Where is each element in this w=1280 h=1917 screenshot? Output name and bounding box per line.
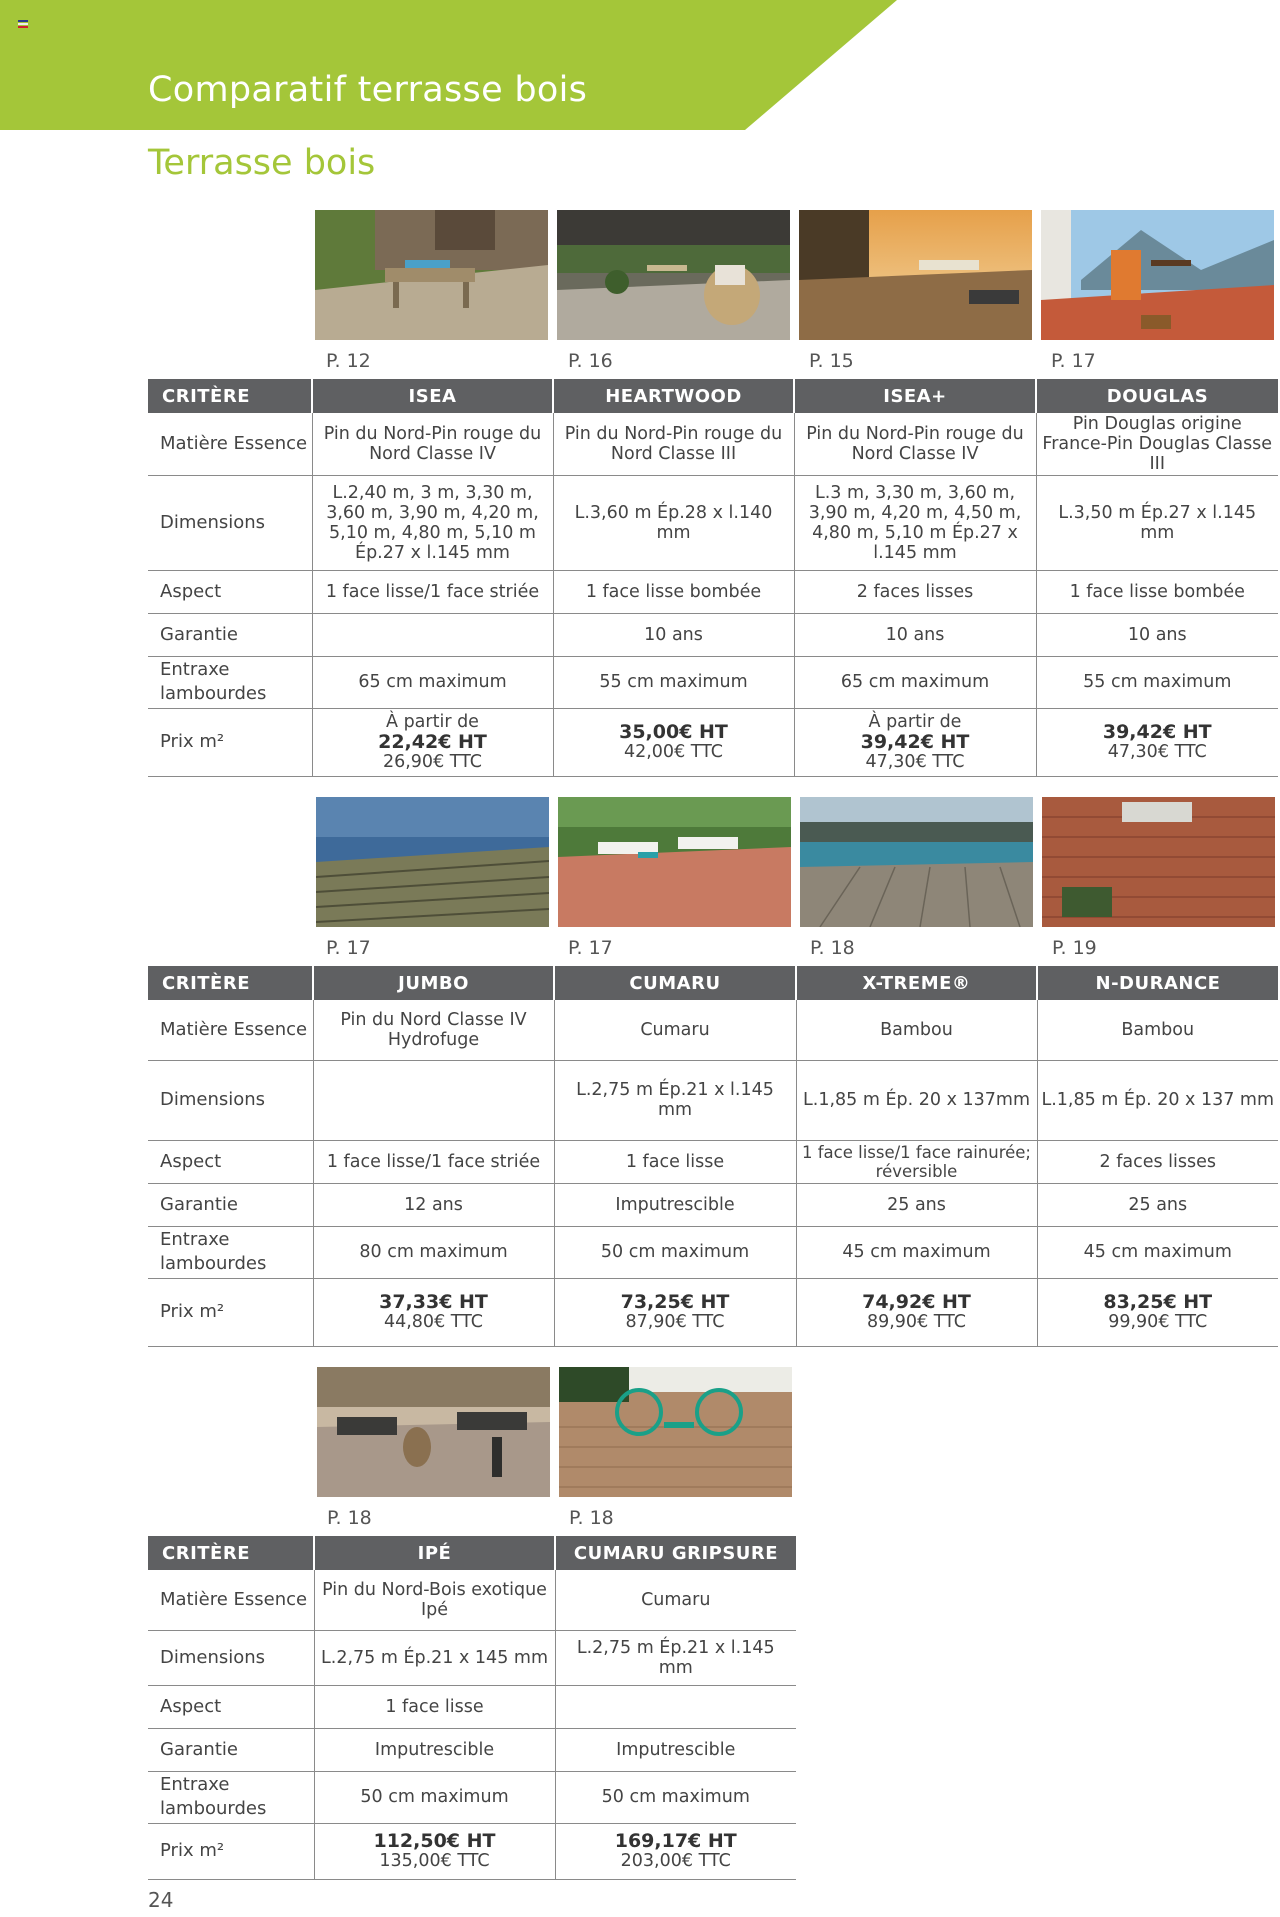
cell-dimensions: L.2,75 m Ép.21 x 145 mm [314,1630,555,1685]
cell-prix [554,1278,796,1346]
cell-aspect [555,1685,796,1728]
price-prefix: À partir de [868,712,962,732]
product-name-isea-plus: ISEA+ [794,379,1036,413]
cell-entraxe: 55 cm maximum [1036,656,1278,708]
price-ttc: 47,30€ TTC [865,752,965,772]
header-banner [0,0,900,130]
cell-prix [553,708,794,776]
cell-prix [1036,708,1278,776]
price-ttc: 89,90€ TTC [866,1312,967,1332]
cell-aspect: 1 face lisse [314,1685,555,1728]
price-ht: 73,25€ HT [620,1291,730,1313]
row-label-aspect: Aspect [148,570,312,613]
product-name-xtreme: X-TREME® [796,966,1037,1000]
cell-garantie: 10 ans [553,613,794,656]
price-ht: 39,42€ HT [860,731,970,753]
page-ref-xtreme: P. 18 [810,937,855,959]
cell-entraxe: 55 cm maximum [553,656,794,708]
cell-matiere: Cumaru [555,1570,796,1630]
flag-icon [18,20,28,27]
product-name-cumaru-gripsure: CUMARU GRIPSURE [555,1536,796,1570]
page-ref-isea: P. 12 [326,350,371,372]
cell-entraxe: 50 cm maximum [554,1226,796,1278]
page-ref-cumaru: P. 17 [568,937,613,959]
cell-garantie: Imputrescible [314,1728,555,1771]
cell-aspect: 1 face lisse/1 face striée [313,1140,554,1183]
cell-garantie: 12 ans [313,1183,554,1226]
cell-matiere: Pin du Nord-Pin rouge du Nord Classe III [553,413,794,475]
price-ttc: 135,00€ TTC [379,1851,490,1871]
row-label-prix: Prix m² [148,708,312,776]
cell-entraxe: 45 cm maximum [796,1226,1037,1278]
price-ttc: 42,00€ TTC [623,742,724,762]
row-label-garantie: Garantie [148,613,312,656]
cell-matiere: Pin du Nord-Bois exotique Ipé [314,1570,555,1630]
cell-matiere: Pin du Nord-Pin rouge du Nord Classe IV [312,413,553,475]
page-ref-douglas: P. 17 [1051,350,1096,372]
cell-dimensions: L.1,85 m Ép. 20 x 137 mm [1037,1060,1278,1140]
row-label-aspect: Aspect [148,1685,314,1728]
price-ttc: 203,00€ TTC [620,1851,731,1871]
green-banner-shape [0,0,900,130]
row-label-aspect: Aspect [148,1140,313,1183]
product-name-isea: ISEA [312,379,553,413]
loungers-deck-photo [558,797,791,927]
green-chairs-deck-photo [559,1367,792,1497]
cell-dimensions: L.3,60 m Ép.28 x l.140 mm [553,475,794,570]
page-ref-cumaru-gripsure: P. 18 [569,1507,614,1529]
row-label-entraxe: Entraxe lambourdes [148,1771,314,1823]
criteria-header: CRITÈRE [148,1536,314,1570]
page-ref-heartwood: P. 16 [568,350,613,372]
picnic-table-terrace-photo [315,210,548,340]
product-name-douglas: DOUGLAS [1036,379,1278,413]
cell-entraxe: 50 cm maximum [555,1771,796,1823]
price-ttc: 26,90€ TTC [382,752,483,772]
cell-dimensions: L.2,40 m, 3 m, 3,30 m, 3,60 m, 3,90 m, 4,20 m, 5,10 m, 4,80 m, 5,10 m Ép.27 x l.145 mm [312,475,553,570]
cell-aspect: 1 face lisse bombée [1036,570,1278,613]
cell-dimensions: L.3,50 m Ép.27 x l.145 mm [1036,475,1278,570]
cell-entraxe: 65 cm maximum [794,656,1036,708]
row-label-matiere: Matière Essence [148,413,312,475]
cell-dimensions: L.3 m, 3,30 m, 3,60 m, 3,90 m, 4,20 m, 4,50 m, 4,80 m, 5,10 m Ép.27 x l.145 mm [794,475,1036,570]
section-title: Terrasse bois [148,143,376,183]
lake-balcony-terrace-photo [1041,210,1274,340]
sunset-terrace-photo [799,210,1032,340]
criteria-header: CRITÈRE [148,966,313,1000]
cell-prix [1037,1278,1278,1346]
row-label-garantie: Garantie [148,1183,313,1226]
price-ht: 35,00€ HT [619,721,728,743]
cell-entraxe: 50 cm maximum [314,1771,555,1823]
cell-dimensions: L.1,85 m Ép. 20 x 137mm [796,1060,1037,1140]
cell-matiere: Bambou [796,1000,1037,1060]
cell-garantie [312,613,553,656]
cell-garantie: 10 ans [794,613,1036,656]
row-label-entraxe: Entraxe lambourdes [148,656,312,708]
cell-entraxe: 45 cm maximum [1037,1226,1278,1278]
lounge-furniture-deck-photo [317,1367,550,1497]
cell-aspect: 1 face lisse [554,1140,796,1183]
red-deck-photo [1042,797,1275,927]
row-label-prix: Prix m² [148,1278,313,1346]
lake-deck-photo [316,797,549,927]
cell-entraxe: 65 cm maximum [312,656,553,708]
product-name-jumbo: JUMBO [313,966,554,1000]
row-label-dimensions: Dimensions [148,1060,313,1140]
comparison-table-1 [148,379,1278,777]
cell-garantie: Imputrescible [554,1183,796,1226]
criteria-header: CRITÈRE [148,379,312,413]
price-ht: 37,33€ HT [379,1291,488,1313]
price-ht: 22,42€ HT [378,731,487,753]
cell-dimensions [313,1060,554,1140]
row-label-matiere: Matière Essence [148,1570,314,1630]
row-label-garantie: Garantie [148,1728,314,1771]
row-label-dimensions: Dimensions [148,475,312,570]
comparison-table-3 [148,1536,796,1880]
cell-aspect: 1 face lisse/1 face rainurée; réversible [796,1140,1037,1183]
row-label-entraxe: Entraxe lambourdes [148,1226,313,1278]
price-ttc: 47,30€ TTC [1107,742,1207,762]
comparison-table-2 [148,966,1278,1347]
row-label-prix: Prix m² [148,1823,314,1879]
cell-garantie: Imputrescible [555,1728,796,1771]
row-label-matiere: Matière Essence [148,1000,313,1060]
cell-prix [555,1823,796,1879]
cell-dimensions: L.2,75 m Ép.21 x l.145 mm [554,1060,796,1140]
price-ttc: 87,90€ TTC [625,1312,725,1332]
cell-aspect: 2 faces lisses [1037,1140,1278,1183]
price-prefix: À partir de [386,712,479,732]
cell-matiere: Cumaru [554,1000,796,1060]
cell-aspect: 1 face lisse bombée [553,570,794,613]
page-title: Comparatif terrasse bois [148,70,588,110]
page-ref-jumbo: P. 17 [326,937,371,959]
product-name-heartwood: HEARTWOOD [553,379,794,413]
cell-prix [796,1278,1037,1346]
cell-garantie: 10 ans [1036,613,1278,656]
cell-garantie: 25 ans [796,1183,1037,1226]
cell-prix [313,1278,554,1346]
price-ht: 112,50€ HT [373,1830,496,1852]
cell-dimensions: L.2,75 m Ép.21 x l.145 mm [555,1630,796,1685]
cell-prix [312,708,553,776]
cell-garantie: 25 ans [1037,1183,1278,1226]
cell-matiere: Pin du Nord Classe IV Hydrofuge [313,1000,554,1060]
page-number: 24 [148,1888,174,1912]
cell-matiere: Pin du Nord-Pin rouge du Nord Classe IV [794,413,1036,475]
product-name-cumaru: CUMARU [554,966,796,1000]
cell-matiere: Pin Douglas origine France-Pin Douglas Classe III [1036,413,1278,475]
price-ttc: 99,90€ TTC [1108,1312,1208,1332]
row-label-dimensions: Dimensions [148,1630,314,1685]
cell-entraxe: 80 cm maximum [313,1226,554,1278]
page-ref-ipe: P. 18 [327,1507,372,1529]
cell-prix [794,708,1036,776]
price-ht: 39,42€ HT [1102,721,1212,743]
product-name-ndurance: N-DURANCE [1037,966,1278,1000]
price-ht: 169,17€ HT [614,1830,737,1852]
product-name-ipe: IPÉ [314,1536,555,1570]
price-ttc: 44,80€ TTC [383,1312,484,1332]
page-ref-ndurance: P. 19 [1052,937,1097,959]
price-ht: 74,92€ HT [862,1291,971,1313]
cell-aspect: 2 faces lisses [794,570,1036,613]
cell-aspect: 1 face lisse/1 face striée [312,570,553,613]
cell-prix [314,1823,555,1879]
page-ref-isea-plus: P. 15 [809,350,854,372]
basket-terrace-photo [557,210,790,340]
price-ht: 83,25€ HT [1103,1291,1213,1313]
pool-deck-photo [800,797,1033,927]
cell-matiere: Bambou [1037,1000,1278,1060]
